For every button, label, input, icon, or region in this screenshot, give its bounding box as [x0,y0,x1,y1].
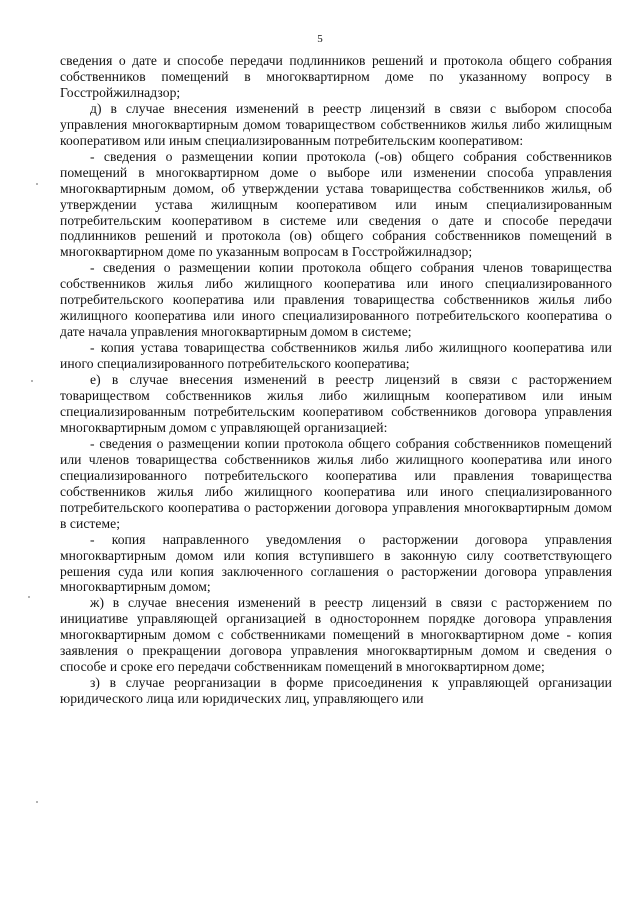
scan-speck [36,801,38,803]
paragraph-item-d-bullet-1: - сведения о размещении копии протокола (-ов) общего собрания собственников помещений в многоквартирном доме о выборе или изменении способа управления многоквартирным домом, об утверждении устава товарищества собственников жилья, об утверждении устава жилищным кооперативом или иным специализированным потребительским кооперативом в системе или сведения о дате и способе передачи подлинников решений и протокола (ов) общего собрания собственников помещений в многоквартирном доме по указанным вопросам в Госстройжилнадзор; [60,148,612,260]
scan-speck [28,596,30,598]
scan-speck [31,380,33,382]
paragraph-item-d-bullet-3: - копия устава товарищества собственников жилья либо жилищного кооператива или иного специализированного потребительского кооператива; [60,340,612,372]
paragraph-item-e: е) в случае внесения изменений в реестр лицензий в связи с расторжением товариществом собственников жилья либо жилищным кооперативом или иным специализированным потребительским кооперативом собственников договора управления многоквартирным домом с управляющей организацией: [60,372,612,435]
paragraph-item-z: з) в случае реорганизации в форме присоединения к управляющей организации юридического лица или юридических лиц, управляющего или [60,675,612,707]
scan-speck [36,183,38,185]
paragraph-item-d: д) в случае внесения изменений в реестр лицензий в связи с выбором способа управления многоквартирным домом товариществом собственников жилья либо жилищным кооперативом или иным специализированным потребительским кооперативом: [60,100,612,148]
page-number: 5 [317,33,323,45]
paragraph-item-zh: ж) в случае внесения изменений в реестр лицензий в связи с расторжением по инициативе управляющей организацией в одностороннем порядке договора управления многоквартирным домом с собственниками помещений в многоквартирном доме - копия заявления о прекращении договора управления многоквартирным домом и сведения о способе и сроке его передачи собственникам помещений в многоквартирном доме; [60,595,612,675]
paragraph-continuation: сведения о дате и способе передачи подлинников решений и протокола общего собрания собственников помещений в многоквартирном доме по указанному вопросу в Госстройжилнадзор; [60,53,612,100]
page-body [60,53,612,707]
paragraph-item-d-bullet-2: - сведения о размещении копии протокола общего собрания членов товарищества собственников жилья либо жилищного кооператива или иного специализированного потребительского кооператива или правления товарищества собственников жилья либо жилищного кооператива или иного специализированного потребительского кооператива о дате начала управления многоквартирным домом в системе; [60,260,612,340]
paragraph-item-e-bullet-2: - копия направленного уведомления о расторжении договора управления многоквартирным домом или копия вступившего в законную силу соответствующего решения суда или копия заключенного соглашения о расторжении договора управления многоквартирным домом; [60,531,612,595]
paragraph-item-e-bullet-1: - сведения о размещении копии протокола общего собрания собственников помещений или членов товарищества собственников жилья либо жилищного кооператива или иного специализированного потребительского кооператива или правления товарищества собственников жилья либо жилищного кооператива или иного специализированного потребительского кооператива о расторжении договора управления многоквартирным домом в системе; [60,435,612,531]
